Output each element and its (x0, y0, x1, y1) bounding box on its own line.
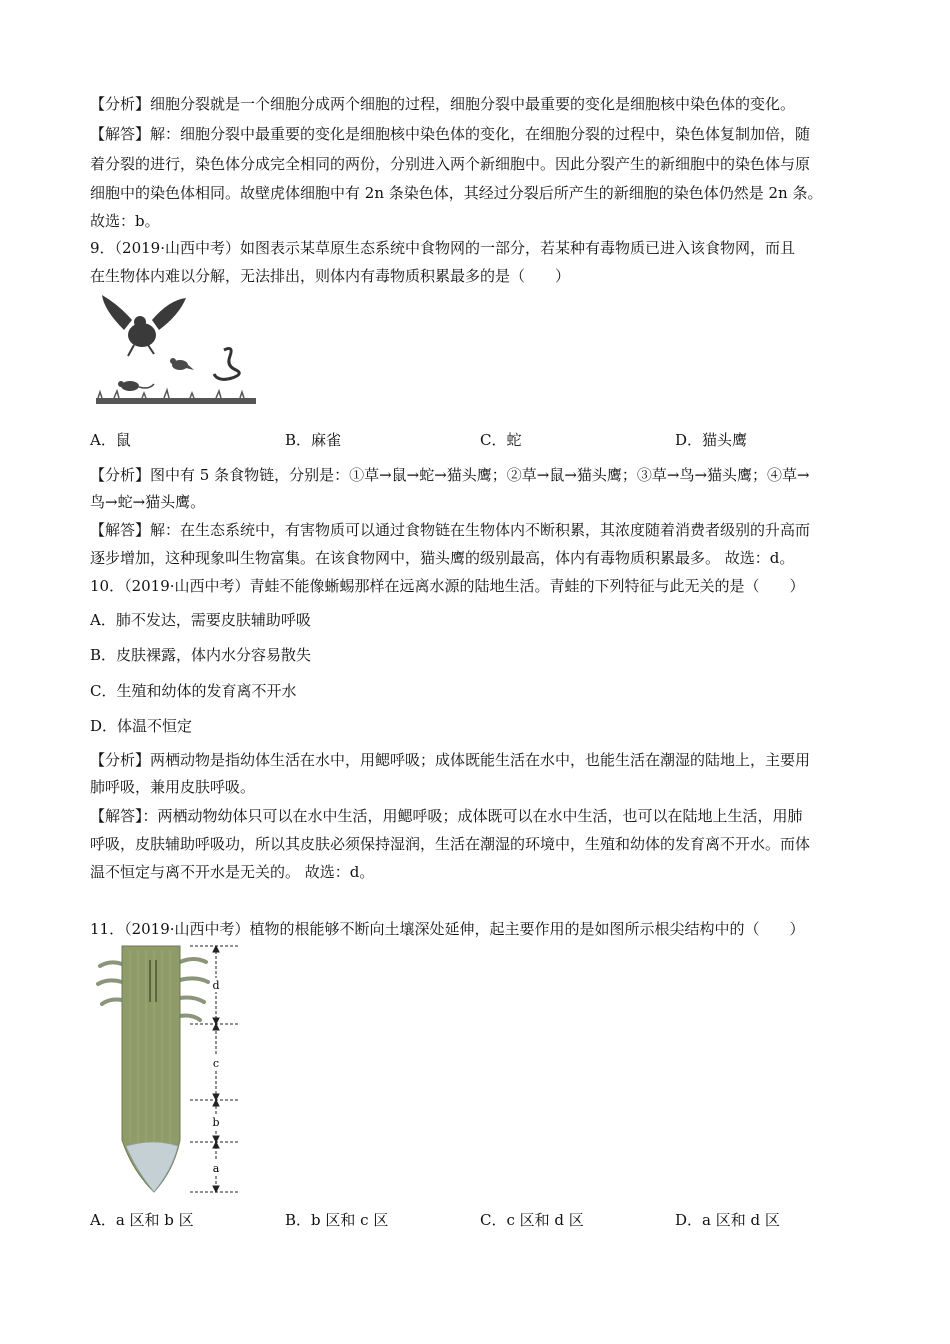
zone-label-b: b (212, 1116, 220, 1129)
q10-answer-line1: 【解答】：两栖动物幼体只可以在水中生活，用鳃呼吸；成体既可以在水中生活，也可以在陆地上生活，用肺 (90, 807, 803, 825)
q8-analysis: 【分析】细胞分裂就是一个细胞分成两个细胞的过程，细胞分裂中最重要的变化是细胞核中染色体的变化。 (90, 95, 796, 113)
q10-option-a[interactable]: A．肺不发达，需要皮肤辅助呼吸 (90, 611, 311, 629)
q8-answer-line4: 故选：b。 (90, 212, 160, 230)
q10-analysis-line1: 【分析】两栖动物是指幼体生活在水中，用鳃呼吸；成体既能生活在水中，也能生活在潮湿的陆地上，主要用 (90, 751, 811, 769)
q10-analysis-line2: 肺呼吸，兼用皮肤呼吸。 (90, 778, 256, 796)
q9-answer-line2: 逐步增加，这种现象叫生物富集。在该食物网中，猫头鹰的级别最高，体内有毒物质积累最多。 故选：d。 (90, 549, 795, 567)
q9-option-c[interactable]: C．蛇 (480, 431, 522, 449)
q8-answer-line3: 细胞中的染色体相同。故壁虎体细胞中有 2n 条染色体，其经过分裂后所产生的新细胞的染色体仍然是 2n 条。 (90, 184, 823, 202)
snake-illustration (214, 348, 239, 379)
q10-answer-line2: 呼吸，皮肤辅助呼吸功，所以其皮肤必须保持湿润，生活在潮湿的环境中，生殖和幼体的发育离不开水。而体 (90, 835, 811, 853)
q11-option-c[interactable]: C．c 区和 d 区 (480, 1211, 584, 1229)
q8-answer-line2: 着分裂的进行，染色体分成完全相同的两份，分别进入两个新细胞中。因此分裂产生的新细胞中的染色体与原 (90, 155, 811, 173)
q9-answer-line1: 【解答】解：在生态系统中，有害物质可以通过食物链在生物体内不断积累，其浓度随着消费者级别的升高而 (90, 521, 811, 539)
zone-label-d: d (212, 979, 220, 992)
zone-label-c: c (212, 1057, 220, 1070)
zone-label-a: a (212, 1162, 220, 1175)
q10-option-d[interactable]: D．体温不恒定 (90, 717, 193, 735)
q10-option-c[interactable]: C．生殖和幼体的发育离不开水 (90, 682, 297, 700)
q11-option-a[interactable]: A．a 区和 b 区 (90, 1211, 194, 1229)
q9-stem-line1: 9．（2019·山西中考）如图表示某草原生态系统中食物网的一部分，若某种有毒物质已进入该食物网，而且 (90, 239, 795, 257)
root-cap (126, 1142, 178, 1192)
q11-option-b[interactable]: B．b 区和 c 区 (285, 1211, 389, 1229)
q9-option-d[interactable]: D．猫头鹰 (675, 431, 748, 449)
q9-option-b[interactable]: B．麻雀 (285, 431, 342, 449)
sparrow-illustration (170, 358, 194, 370)
q10-stem: 10．（2019·山西中考）青蛙不能像蜥蜴那样在远离水源的陆地生活。青蛙的下列特征与此无关的是（ ） (90, 577, 805, 595)
q10-answer-line3: 温不恒定与离不开水是无关的。 故选：d。 (90, 863, 375, 881)
q9-analysis-line2: 鸟→蛇→猫头鹰。 (90, 493, 206, 511)
q11-option-d[interactable]: D．a 区和 d 区 (675, 1211, 780, 1229)
grass-ground (96, 390, 256, 404)
root-tip-figure (94, 942, 246, 1198)
mouse-illustration (118, 381, 154, 391)
q11-stem: 11．（2019·山西中考）植物的根能够不断向土壤深处延伸，起主要作用的是如图所示根尖结构中的（ ） (90, 920, 805, 938)
q9-analysis-line1: 【分析】图中有 5 条食物链，分别是：①草→鼠→蛇→猫头鹰；②草→鼠→猫头鹰；③草→鸟→猫头鹰；④草→ (90, 466, 810, 484)
food-web-figure (94, 290, 258, 412)
q9-stem-line2: 在生物体内难以分解，无法排出，则体内有毒物质积累最多的是（ ） (90, 267, 571, 285)
q9-option-a[interactable]: A．鼠 (90, 431, 131, 449)
q8-answer-line1: 【解答】解：细胞分裂中最重要的变化是细胞核中染色体的变化，在细胞分裂的过程中，染色体复制加倍，随 (90, 125, 811, 143)
q10-option-b[interactable]: B．皮肤裸露，体内水分容易散失 (90, 646, 312, 664)
owl-illustration (102, 295, 186, 356)
